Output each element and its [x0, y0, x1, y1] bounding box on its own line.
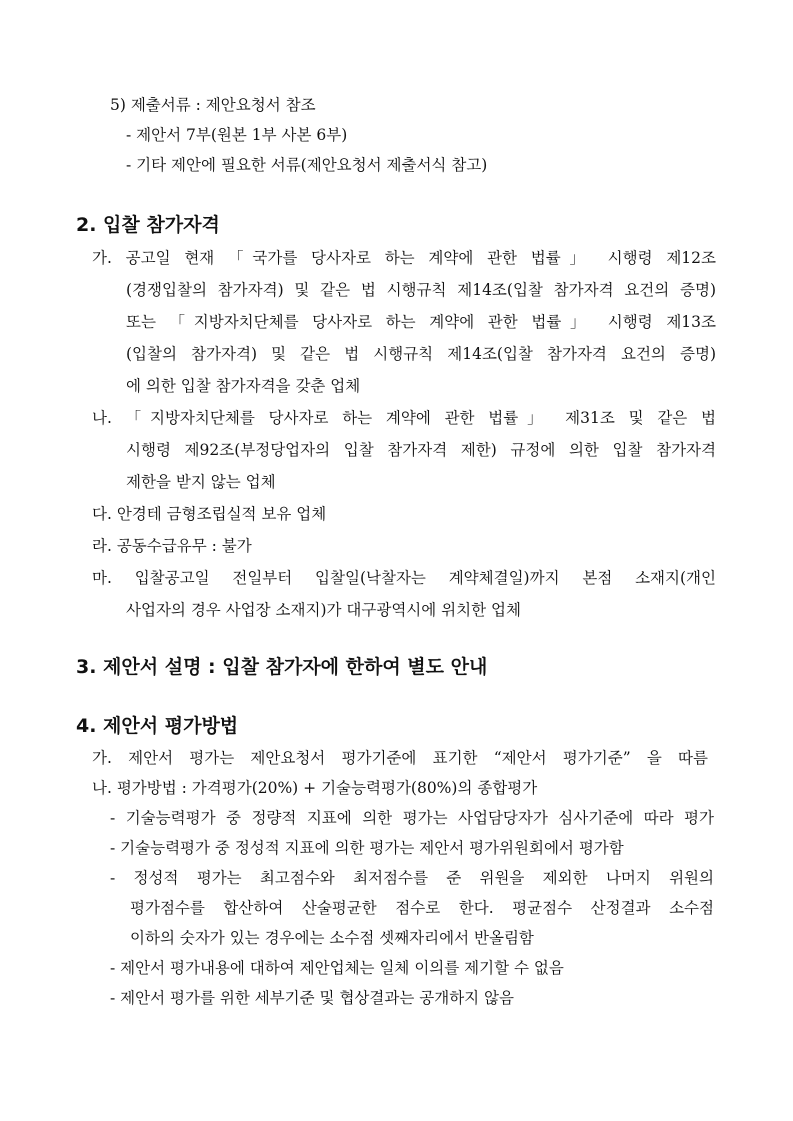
- evaluation-bullet: - 기술능력평가 중 정량적 지표에 의한 평가는 사업담당자가 심사기준에 따라 평가: [110, 809, 714, 827]
- eligibility-item-ga-cont: 에 의한 입찰 참가자격을 갖춘 업체: [126, 377, 361, 395]
- eligibility-item-ga: 가. 공고일 현재 「국가를 당사자로 하는 계약에 관한 법률」 시행령 제12조: [92, 249, 716, 267]
- eligibility-item-da: 다. 안경테 금형조립실적 보유 업체: [92, 505, 327, 523]
- submission-other-line: - 기타 제안에 필요한 서류(제안요청서 제출서식 참고): [126, 156, 488, 174]
- eligibility-item-ma-cont: 사업자의 경우 사업장 소재지)가 대구광역시에 위치한 업체: [126, 601, 521, 619]
- eligibility-item-ra: 라. 공동수급유무 : 불가: [92, 537, 252, 555]
- eligibility-item-na: 나. 「지방자치단체를 당사자로 하는 계약에 관한 법률」 제31조 및 같은 법: [92, 409, 716, 427]
- evaluation-item-na: 나. 평가방법 : 가격평가(20%) + 기술능력평가(80%)의 종합평가: [92, 779, 538, 797]
- section-2-heading: 2. 입찰 참가자격: [76, 214, 220, 236]
- evaluation-bullet: - 제안서 평가내용에 대하여 제안업체는 일체 이의를 제기할 수 없음: [110, 959, 564, 977]
- eligibility-item-ga-cont: (경쟁입찰의 참가자격) 및 같은 법 시행규칙 제14조(입찰 참가자격 요건의 증명): [126, 281, 716, 299]
- submission-copies-line: - 제안서 7부(원본 1부 사본 6부): [126, 126, 348, 144]
- section-4-heading: 4. 제안서 평가방법: [76, 715, 239, 737]
- section-3-heading: 3. 제안서 설명 : 입찰 참가자에 한하여 별도 안내: [76, 656, 488, 678]
- eligibility-item-na-cont: 시행령 제92조(부정당업자의 입찰 참가자격 제한) 규정에 의한 입찰 참가자격: [126, 441, 716, 459]
- eligibility-item-na-cont: 제한을 받지 않는 업체: [126, 473, 276, 491]
- evaluation-item-ga: 가. 제안서 평가는 제안요청서 평가기준에 표기한 “제안서 평가기준” 을 따름: [92, 749, 708, 767]
- evaluation-bullet: - 정성적 평가는 최고점수와 최저점수를 준 위원을 제외한 나머지 위원의: [110, 869, 714, 887]
- eligibility-item-ma: 마. 입찰공고일 전일부터 입찰일(낙찰자는 계약체결일)까지 본점 소재지(개인: [92, 569, 716, 587]
- evaluation-bullet-cont: 이하의 숫자가 있는 경우에는 소수점 셋째자리에서 반올림함: [130, 929, 534, 947]
- eligibility-item-ga-cont: 또는 「지방자치단체를 당사자로 하는 계약에 관한 법률」 시행령 제13조: [126, 313, 716, 331]
- evaluation-bullet: - 기술능력평가 중 정성적 지표에 의한 평가는 제안서 평가위원회에서 평가함: [110, 839, 624, 857]
- eligibility-item-ga-cont: (입찰의 참가자격) 및 같은 법 시행규칙 제14조(입찰 참가자격 요건의 증명): [126, 345, 716, 363]
- evaluation-bullet-cont: 평가점수를 합산하여 산술평균한 점수로 한다. 평균점수 산정결과 소수점: [130, 899, 714, 917]
- submission-docs-line: 5) 제출서류 : 제안요청서 참조: [110, 96, 316, 114]
- evaluation-bullet: - 제안서 평가를 위한 세부기준 및 협상결과는 공개하지 않음: [110, 989, 515, 1007]
